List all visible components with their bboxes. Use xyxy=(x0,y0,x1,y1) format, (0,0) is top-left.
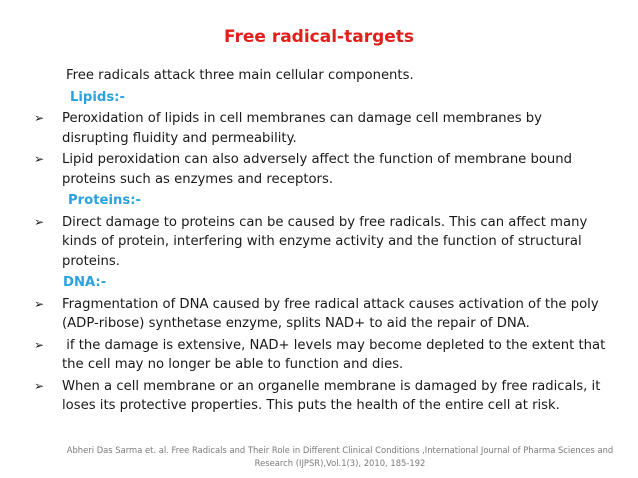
slide-title: Free radical-targets xyxy=(223,27,415,47)
arrow-bullet-icon: ➢ xyxy=(34,152,45,166)
bullet-text: Lipid peroxidation can also adversely affect the function of membrane bound proteins such as enzymes and receptors. xyxy=(62,152,573,187)
bullet-item xyxy=(0,377,638,416)
heading-proteins: Proteins:- xyxy=(68,193,141,208)
slide-content xyxy=(0,66,638,418)
bullet-item xyxy=(0,336,638,375)
bullet-text: if the damage is extensive, NAD+ levels may become depleted to the extent that the cell may no longer be able to function and dies. xyxy=(62,337,610,372)
arrow-bullet-icon: ➢ xyxy=(34,296,45,311)
arrow-bullet-icon: ➢ xyxy=(34,378,45,393)
bullet-text: When a cell membrane or an organelle membrane is damaged by free radicals, it loses its protective properties. This puts the health of the entire cell at risk. xyxy=(62,378,601,413)
bullet-text: Fragmentation of DNA caused by free radical attack causes activation of the poly (ADP-ribose) synthetase enzyme, splits NAD+ to aid the repair of DNA. xyxy=(62,296,599,331)
intro-text: Free radicals attack three main cellular components. xyxy=(66,68,414,83)
heading-lipids: Lipids:- xyxy=(70,89,125,105)
bullet-item xyxy=(0,109,638,148)
bullet-item xyxy=(0,213,638,272)
bullet-item xyxy=(0,295,638,334)
citation: Abheri Das Sarma et. al. Free Radicals and Their Role in Different Clinical Conditions ,International Journal of Pharma Sciences and Research (IJPSR),Vol.1(3), 2010, 185-192 xyxy=(66,445,614,468)
heading-dna: DNA:- xyxy=(63,275,107,290)
arrow-bullet-icon: ➢ xyxy=(34,214,45,229)
bullet-text: Direct damage to proteins can be caused by free radicals. This can affect many kinds of protein, interfering with enzyme activity and the function of structural proteins. xyxy=(62,214,588,269)
bullet-text: Peroxidation of lipids in cell membranes can damage cell membranes by disrupting fluidity and permeability. xyxy=(62,111,542,146)
arrow-bullet-icon: ➢ xyxy=(34,337,45,352)
arrow-bullet-icon: ➢ xyxy=(34,111,45,125)
bullet-item xyxy=(0,150,638,189)
